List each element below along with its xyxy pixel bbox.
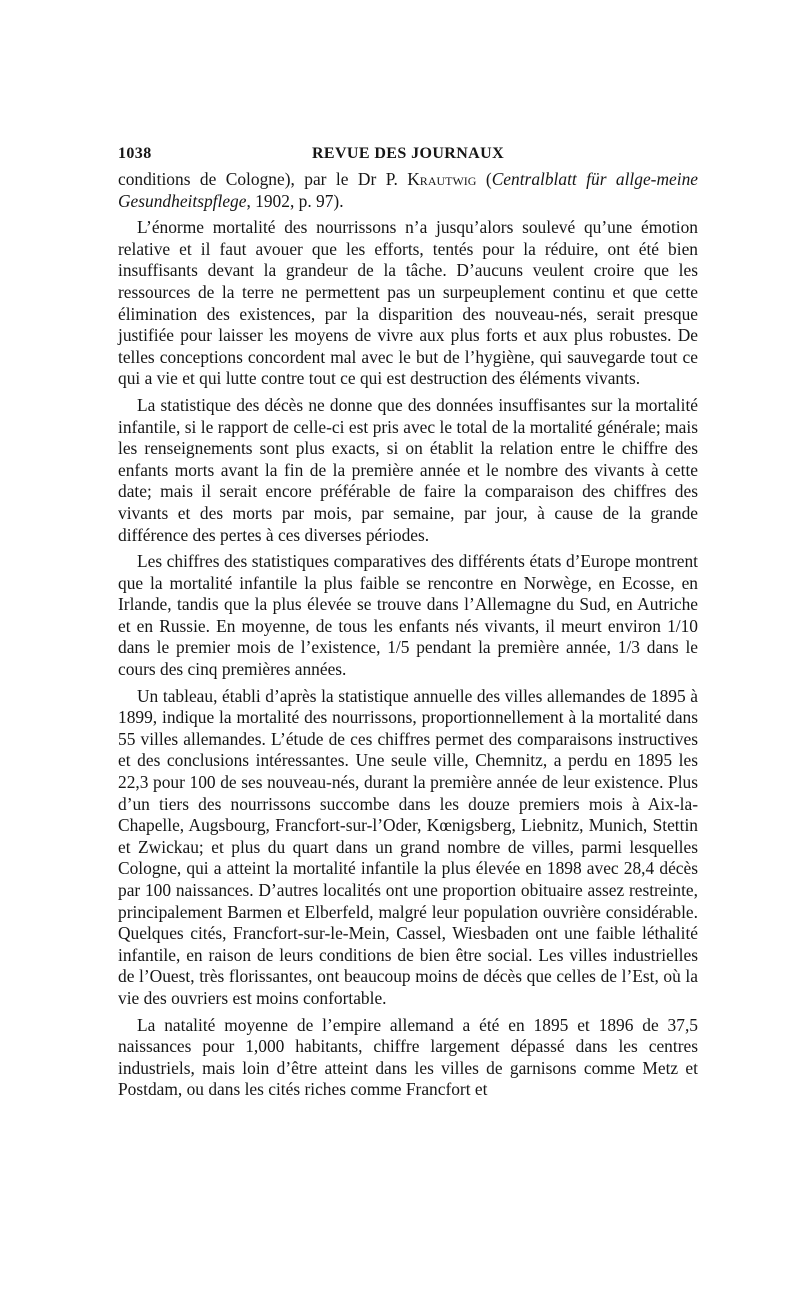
citation-source: Centralblatt für allge-meine Gesundheitspflege: [118, 169, 698, 211]
page-header: [118, 143, 698, 169]
paragraph: Les chiffres des statistiques comparatives des différents états d’Europe montrent que la mortalité infantile la plus faible se rencontre en Norwège, en Ecosse, en Irlande, tandis que la plus élevée se trouve dans l’Allemagne du Sud, en Autriche et en Russie. En moyenne, de tous les enfants nés vivants, il meurt environ 1/10 dans le premier mois de l’existence, 1/5 pendant la première année, 1/3 dans le cours des cinq premières années.: [118, 551, 698, 680]
paragraph: Un tableau, établi d’après la statistique annuelle des villes allemandes de 1895 à 1899, indique la mortalité des nourrissons, proportionnellement à la mortalité dans 55 villes allemandes. L’étude de ces chiffres permet des comparaisons instructives et des conclusions intéressantes. Une seule ville, Chemnitz, a perdu en 1895 les 22,3 pour 100 de ses nouveau-nés, durant la première année de leur existence. Plus d’un tiers des nourrissons succombe dans les douze premiers mois à Aix-la-Chapelle, Augsbourg, Francfort-sur-l’Oder, Kœnigsberg, Liebnitz, Munich, Stettin et Zwickau; et plus du quart dans un grand nombre de villes, parmi lesquelles Cologne, qui a atteint la mortalité infantile la plus élevée en 1898 avec 28,4 décès par 100 naissances. D’autres localités ont une proportion obituaire assez restreinte, principalement Barmen et Elberfeld, malgré leur population ouvrière considérable. Quelques cités, Francfort-sur-le-Mein, Cassel, Wiesbaden ont une faible léthalité infantile, en raison de leurs conditions de bien être social. Les villes industrielles de l’Ouest, très florissantes, ont beaucoup moins de décès que celles de l’Est, où la vie des ouvriers est moins confortable.: [118, 685, 698, 1008]
citation-author: Krautwig: [407, 169, 477, 189]
running-head: REVUE DES JOURNAUX: [311, 145, 505, 162]
citation-paragraph: [118, 169, 698, 212]
paragraph: La statistique des décès ne donne que des données insuffisantes sur la mortalité infantile, si le rapport de celle-ci est pris avec le total de la mortalité générale; mais les renseignements sont plus exacts, si on établit la relation entre le chiffre des enfants morts avant la fin de la première année et le nombre des vivants à cette date; mais il serait encore préférable de faire la comparaison des chiffres des vivants et des morts par mois, par semaine, par jour, à cause de la grande différence des pertes à ces diverses périodes.: [118, 394, 698, 545]
paragraph: La natalité moyenne de l’empire allemand a été en 1895 et 1896 de 37,5 naissances pour 1,000 habitants, chiffre largement dépassé dans les centres industriels, mais loin d’être atteint dans les villes de garnisons comme Metz et Postdam, ou dans les cités riches comme Francfort et: [118, 1014, 698, 1100]
citation-text: conditions de Cologne), par le Dr P.: [118, 169, 408, 189]
page-number: 1038: [118, 145, 152, 162]
citation-text: , 1902, p. 97).: [246, 190, 344, 211]
article-body: [118, 169, 698, 1101]
document-page: [118, 143, 698, 1101]
paragraph: L’énorme mortalité des nourrissons n’a jusqu’alors soulevé qu’une émotion relative et il faut avouer que les efforts, tentés pour la réduire, ont été bien insuffisants devant la grandeur de la tâche. D’aucuns veulent croire que les ressources de la terre ne permettent pas un surpeuplement continu et que cette élimination des existences, par la disparition des nouveau-nés, serait presque justifiée pour laisser les moyens de vivre aux plus forts et aux plus robustes. De telles conceptions concordent mal avec le but de l’hygiène, qui sauvegarde tout ce qui a vie et qui lutte contre tout ce qui est destruction des éléments vivants.: [118, 217, 698, 389]
citation-text: (: [476, 169, 492, 189]
